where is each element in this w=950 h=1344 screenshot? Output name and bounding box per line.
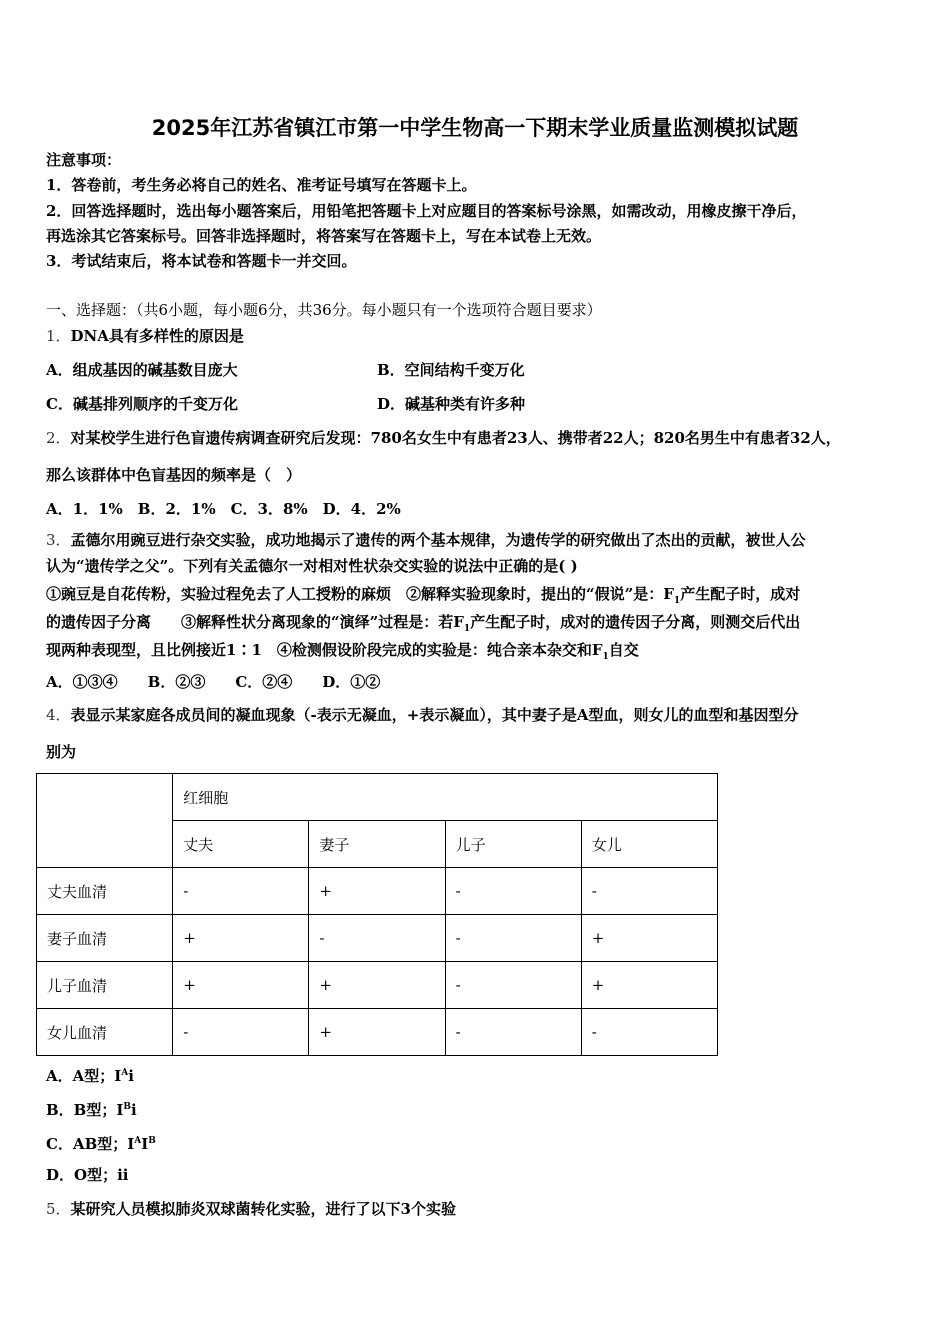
text: 自交 <box>608 641 639 659</box>
question-5 <box>46 1199 456 1219</box>
question-2-options: A．1．1% B．2．1% C．3．8% D．4．2% <box>46 500 401 518</box>
text: 女儿 <box>581 821 717 868</box>
text: A．A型；I <box>46 1067 122 1085</box>
text: + <box>173 962 309 1009</box>
question-3-cont: 认为“遗传学之父”。下列有关孟德尔一对相对性状杂交实验的说法中正确的是( ) <box>46 557 578 575</box>
option <box>46 1165 128 1185</box>
text: A <box>134 1136 142 1146</box>
page-title: 2025年江苏省镇江市第一中学生物高一下期末学业质量监测模拟试题 <box>151 116 799 140</box>
notice-item: 2．回答选择题时，选出每小题答案后，用铅笔把答题卡上对应题目的答案标号涂黑，如需改动，用橡皮擦干净后， <box>46 202 807 220</box>
text: 产生配子时，成对的遗传因子分离，则测交后代出 <box>470 613 801 631</box>
text: C．AB型；I <box>46 1135 135 1153</box>
text: B．B型；I <box>46 1101 124 1119</box>
text: 妻子血清 <box>37 915 173 962</box>
text: 1 <box>602 652 609 662</box>
text: + <box>173 915 309 962</box>
text: 的遗传因子分离 ③解释性状分离现象的“演绎”过程是：若F <box>46 613 464 631</box>
text: + <box>309 868 445 915</box>
notice-heading: 注意事项： <box>46 151 122 169</box>
text: 1 <box>463 624 471 634</box>
text: - <box>581 868 717 915</box>
question-2-cont: 那么该群体中色盲基因的频率是（ ） <box>46 466 302 484</box>
question-3 <box>46 530 806 550</box>
notice-item: 3．考试结束后，将本试卷和答题卡一并交回。 <box>46 252 357 270</box>
section-heading: 一、选择题：（共6小题，每小题6分，共36分。每小题只有一个选项符合题目要求） <box>46 301 602 319</box>
question-4-cont: 别为 <box>46 743 77 761</box>
text: i <box>128 1067 134 1085</box>
question-4 <box>46 705 798 725</box>
option: D．碱基种类有许多种 <box>377 395 526 413</box>
question-1 <box>46 326 244 346</box>
text: - <box>445 868 581 915</box>
text: + <box>309 1009 445 1056</box>
text: + <box>581 915 717 962</box>
option <box>46 1131 156 1154</box>
text: - <box>445 1009 581 1056</box>
agglutination-table <box>36 773 718 1056</box>
corner-cell <box>37 774 173 868</box>
text: - <box>173 1009 309 1056</box>
text: 妻子 <box>309 821 445 868</box>
text: 产生配子时，成对 <box>680 585 801 603</box>
text: B <box>123 1102 131 1112</box>
notice-item: 再选涂其它答案标号。回答非选择题时，将答案写在答题卡上，写在本试卷上无效。 <box>46 227 602 245</box>
notice-item: 1．答卷前，考生务必将自己的姓名、准考证号填写在答题卡上。 <box>46 176 477 194</box>
text: 1 <box>673 596 681 606</box>
text: A <box>121 1068 129 1078</box>
text: 女儿血清 <box>37 1009 173 1056</box>
question-3-options: A．①③④ B．②③ C．②④ D．①② <box>46 673 381 691</box>
text: + <box>309 962 445 1009</box>
text: 1． <box>46 327 71 345</box>
table-row <box>37 1009 718 1056</box>
text: 5． <box>46 1200 71 1218</box>
text: 丈夫血清 <box>37 868 173 915</box>
text: 表显示某家庭各成员间的凝血现象（-表示无凝血，+表示凝血），其中妻子是A型血，则女儿的血型和基因型分 <box>70 706 799 724</box>
text: - <box>445 962 581 1009</box>
text: ①豌豆是自花传粉，实验过程免去了人工授粉的麻烦 ②解释实验现象时，提出的“假说”是：F <box>46 585 674 603</box>
text: - <box>173 868 309 915</box>
statement <box>46 612 800 639</box>
text: 4． <box>46 706 71 724</box>
text: B <box>148 1136 156 1146</box>
text: i <box>130 1101 137 1119</box>
text: 儿子血清 <box>37 962 173 1009</box>
text: 2． <box>46 429 71 447</box>
text: 孟德尔用豌豆进行杂交实验，成功地揭示了遗传的两个基本规律，为遗传学的研究做出了杰出的贡献，被世人公 <box>70 531 806 549</box>
table-row <box>37 962 718 1009</box>
question-2 <box>46 428 841 448</box>
option: C．碱基排列顺序的千变万化 <box>46 395 238 413</box>
text: 对某校学生进行色盲遗传病调查研究后发现：780名女生中有患者23人、携带者22人；820名男生中有患者32人， <box>70 429 841 447</box>
table-header: 红细胞 <box>173 774 718 821</box>
text: 某研究人员模拟肺炎双球菌转化实验，进行了以下3个实验 <box>70 1200 456 1218</box>
option: A．组成基因的碱基数目庞大 <box>46 361 238 379</box>
text: D．O型；ii <box>46 1166 129 1184</box>
text: 现两种表现型，且比例接近1∶1 ④检测假设阶段完成的实验是：纯合亲本杂交和F <box>46 641 603 659</box>
text: - <box>581 1009 717 1056</box>
text: 3． <box>46 531 71 549</box>
text: - <box>445 915 581 962</box>
statement <box>46 584 800 611</box>
table-row <box>37 915 718 962</box>
text: 儿子 <box>445 821 581 868</box>
text: DNA具有多样性的原因是 <box>70 327 244 345</box>
text: I <box>141 1135 149 1153</box>
option <box>46 1063 134 1086</box>
table-row <box>37 868 718 915</box>
statement <box>46 640 639 667</box>
option <box>46 1097 137 1120</box>
text: - <box>309 915 445 962</box>
text: 丈夫 <box>173 821 309 868</box>
option: B．空间结构千变万化 <box>377 361 525 379</box>
text: + <box>581 962 717 1009</box>
